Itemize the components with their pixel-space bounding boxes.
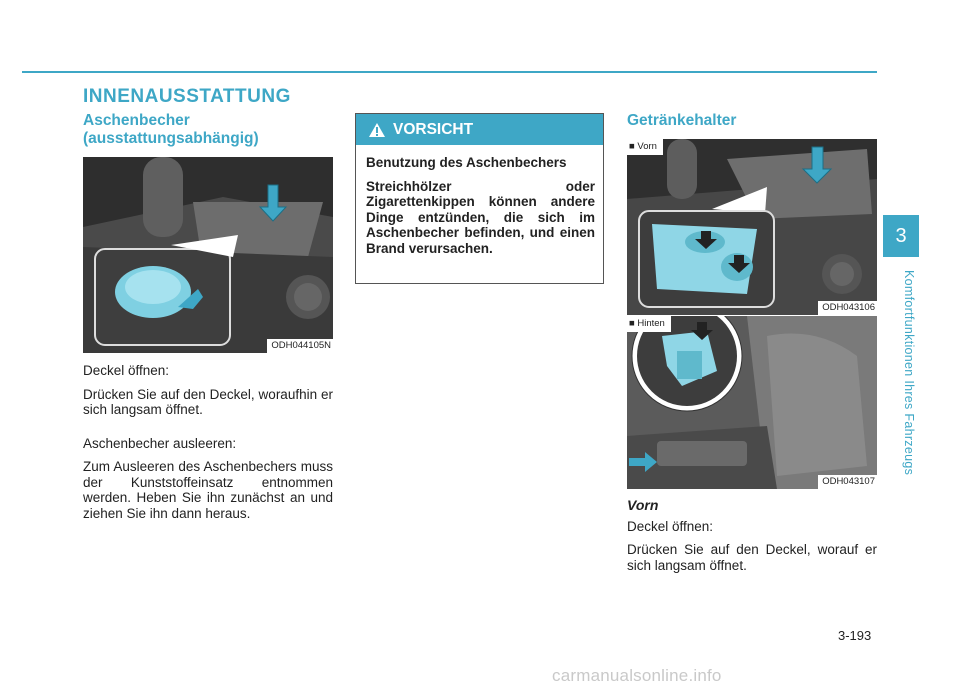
ashtray-para-empty-label: Aschenbecher ausleeren:	[83, 435, 237, 451]
caution-box	[355, 113, 604, 284]
ashtray-para-empty: Zum Ausleeren des Aschenbechers muss der Kunststoffeinsatz entnommen werden. Heben Sie ihn zunächst an und ziehen Sie ihn dann heraus.	[83, 459, 333, 521]
cupholder-front-photo	[627, 139, 877, 315]
cupholder-text	[627, 498, 877, 581]
chapter-number: 3	[883, 215, 919, 257]
caution-subtitle: Benutzung des Aschenbechers	[366, 155, 567, 170]
page-number: 3-193	[838, 628, 872, 643]
cupholder-heading: Getränkehalter	[627, 112, 737, 129]
ashtray-heading: Aschenbecher (ausstattungsabhängig)	[83, 112, 259, 147]
ashtray-text	[83, 363, 333, 529]
caution-header	[356, 114, 603, 145]
cupholder-rear-tag: ■ Hinten	[627, 316, 671, 332]
ashtray-photo-code: ODH044105N	[267, 339, 333, 353]
ashtray-para-open: Drücken Sie auf den Deckel, woraufhin er sich langsam öffnet.	[83, 386, 333, 417]
caution-text: Streichhölzer oder Zigarettenkippen können andere Dinge entzünden, die sich im Aschenbecher befinden, und einen Brand verursachen.	[366, 178, 595, 256]
header-rule	[22, 71, 877, 73]
caution-title: VORSICHT	[393, 120, 474, 138]
watermark: carmanualsonline.info	[552, 666, 722, 685]
cupholder-front-tag: ■ Vorn	[627, 139, 663, 155]
section-title: INNENAUSSTATTUNG	[83, 86, 291, 107]
cupholder-front-code: ODH043106	[818, 301, 877, 315]
cupholder-subheading: Vorn	[627, 497, 659, 513]
caution-body	[356, 145, 603, 256]
chapter-label: Komfortfunktionen Ihres Fahrzeugs	[902, 270, 916, 476]
cupholder-rear-photo	[627, 316, 877, 489]
cupholder-rear-code: ODH043107	[818, 475, 877, 489]
ashtray-photo	[83, 157, 333, 353]
warning-icon	[368, 122, 386, 138]
ashtray-para-open-label: Deckel öffnen:	[83, 363, 170, 378]
cupholder-para-open: Drücken Sie auf den Deckel, worauf er sich langsam öffnet.	[627, 542, 877, 573]
cupholder-para-open-label: Deckel öffnen:	[627, 518, 714, 534]
